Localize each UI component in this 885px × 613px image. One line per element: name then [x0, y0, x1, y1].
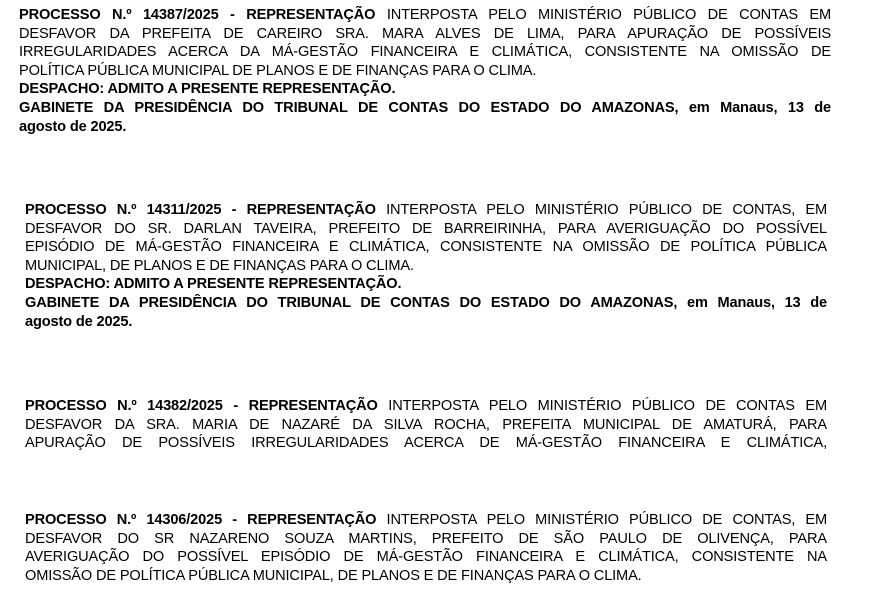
process-number-title: PROCESSO N.º 14387/2025 - REPRESENTAÇÃO [19, 7, 376, 23]
process-heading-line [19, 6, 831, 25]
process-heading-line [25, 201, 827, 220]
gabinete-line: GABINETE DA PRESIDÊNCIA DO TRIBUNAL DE CONTAS DO ESTADO DO AMAZONAS, em Manaus, 13 de [25, 294, 827, 311]
gabinete-date-line: agosto de 2025. [19, 118, 127, 135]
process-heading-line [25, 511, 827, 530]
process-text: INTERPOSTA PELO MINISTÉRIO PÚBLICO DE CONTAS, EM [376, 512, 827, 528]
process-number-title: PROCESSO N.º 14306/2025 - REPRESENTAÇÃO [25, 512, 377, 528]
process-text-line: IRREGULARIDADES ACERCA DA MÁ-GESTÃO FINANCEIRA E CLIMÁTICA, CONSISTENTE NA OMISSÃO DE [19, 44, 831, 61]
despacho-line: DESPACHO: ADMITO A PRESENTE REPRESENTAÇÃO. [19, 81, 396, 98]
process-heading-line [25, 397, 827, 416]
process-text-line: DESFAVOR DA SRA. MARIA DE NAZARÉ DA SILVA ROCHA, PREFEITA MUNICIPAL DE AMATURÁ, PARA [25, 416, 827, 433]
process-number-title: PROCESSO N.º 14382/2025 - REPRESENTAÇÃO [25, 398, 378, 414]
process-text-line: OMISSÃO DE POLÍTICA PÚBLICA MUNICIPAL, DE PLANOS E DE FINANÇAS PARA O CLIMA. [25, 567, 642, 584]
despacho-line: DESPACHO: ADMITO A PRESENTE REPRESENTAÇÃO. [25, 276, 402, 293]
process-entry-14311 [25, 201, 827, 331]
process-text-line: DESFAVOR DO SR. DARLAN TAVEIRA, PREFEITO DE BARREIRINHA, PARA AVERIGUAÇÃO DO POSSÍVEL [25, 220, 827, 237]
process-text-line: AVERIGUAÇÃO DO POSSÍVEL EPISÓDIO DE MÁ-GESTÃO FINANCEIRA E CLIMÁTICA, CONSISTENTE NA [25, 549, 827, 566]
process-text-line: DESFAVOR DA PREFEITA DE CAREIRO SRA. MARA ALVES DE LIMA, PARA APURAÇÃO DE POSSÍVEIS [19, 25, 831, 42]
process-text: INTERPOSTA PELO MINISTÉRIO PÚBLICO DE CONTAS EM [377, 398, 827, 414]
process-text: INTERPOSTA PELO MINISTÉRIO PÚBLICO DE CONTAS, EM [375, 202, 827, 218]
gabinete-date-line: agosto de 2025. [25, 313, 133, 330]
process-text: INTERPOSTA PELO MINISTÉRIO PÚBLICO DE CONTAS EM [375, 7, 831, 23]
process-entry-14387 [19, 6, 831, 136]
process-text-line: DESFAVOR DO SR NAZARENO SOUZA MARTINS, PREFEITO DE SÃO PAULO DE OLIVENÇA, PARA [25, 530, 827, 547]
process-text-line: EPISÓDIO DE MÁ-GESTÃO FINANCEIRA E CLIMÁTICA, CONSISTENTE NA OMISSÃO DE POLÍTICA PÚBLICA [25, 239, 827, 256]
process-entry-14306 [25, 511, 827, 585]
process-text-line: MUNICIPAL, DE PLANOS E DE FINANÇAS PARA O CLIMA. [25, 257, 414, 274]
process-text-line: POLÍTICA PÚBLICA MUNICIPAL DE PLANOS E DE FINANÇAS PARA O CLIMA. [19, 62, 537, 79]
process-number-title: PROCESSO N.º 14311/2025 - REPRESENTAÇÃO [25, 202, 376, 218]
gabinete-line: GABINETE DA PRESIDÊNCIA DO TRIBUNAL DE CONTAS DO ESTADO DO AMAZONAS, em Manaus, 13 de [19, 99, 831, 116]
process-entry-14382 [25, 397, 827, 453]
process-text-line: APURAÇÃO DE POSSÍVEIS IRREGULARIDADES ACERCA DE MÁ-GESTÃO FINANCEIRA E CLIMÁTICA, [25, 435, 827, 452]
